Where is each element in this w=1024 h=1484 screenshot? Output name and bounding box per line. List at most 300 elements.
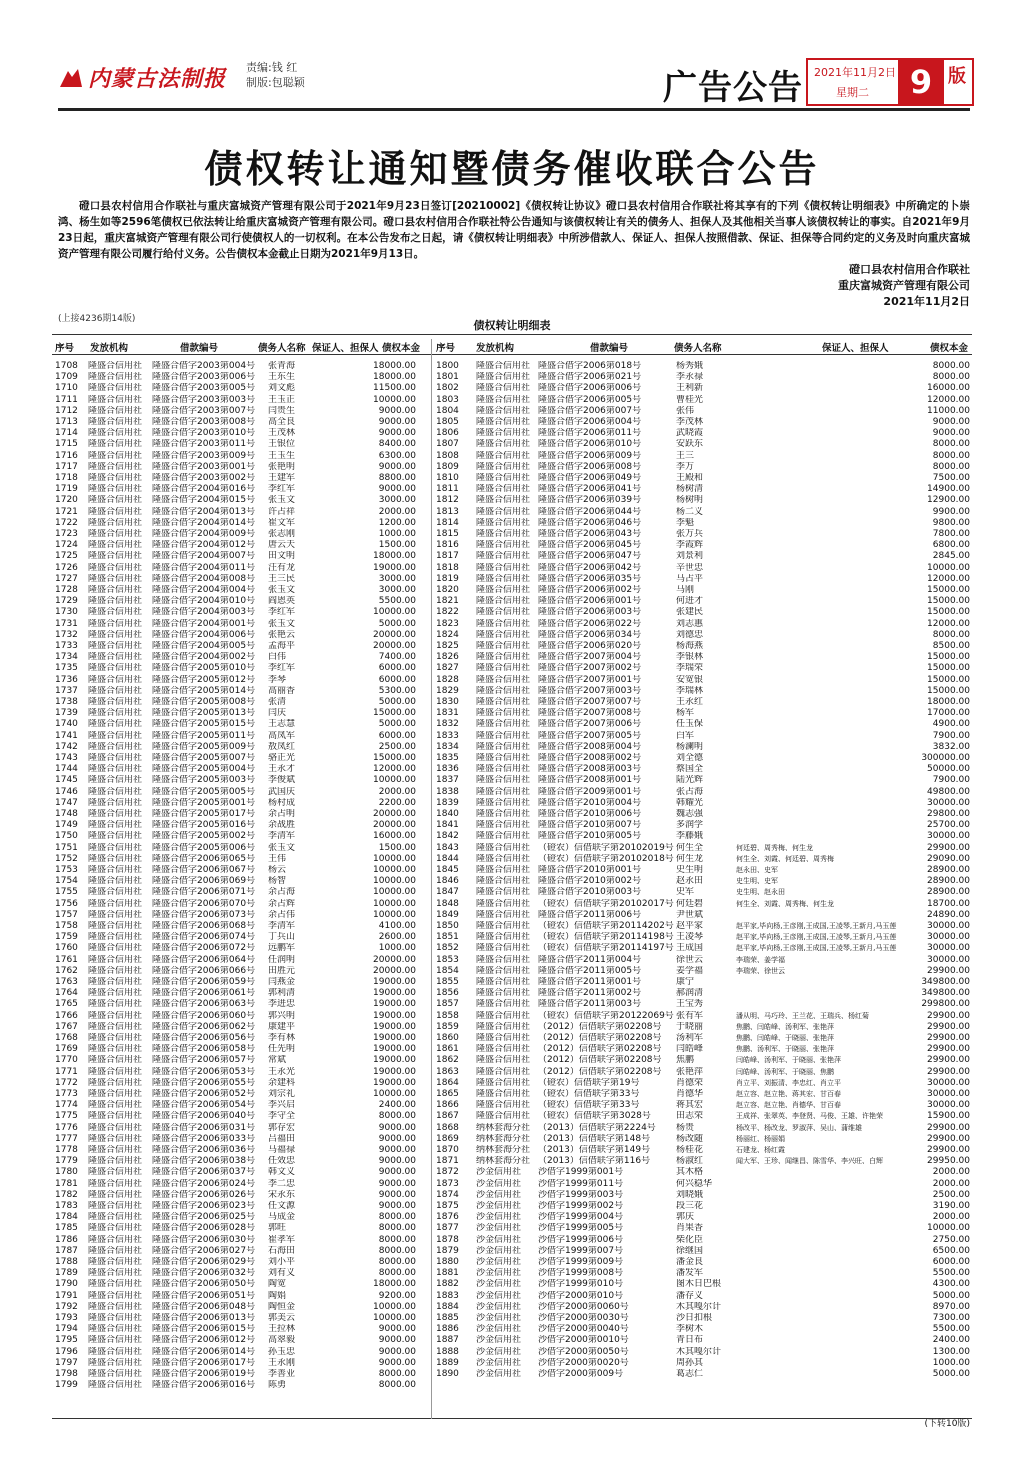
cell-seq: 1813 xyxy=(436,506,459,517)
cell-principal: 5000.00 xyxy=(932,1369,970,1379)
cell-org: 隆盛合信用社 xyxy=(476,977,531,987)
cell-seq: 1782 xyxy=(55,1189,78,1200)
cell-debtor: 王玉生 xyxy=(268,450,296,461)
cell-debtor: 马成金 xyxy=(268,1212,296,1223)
cell-org: 隆盛合信用社 xyxy=(88,842,143,853)
table-row xyxy=(0,361,1024,372)
paper-name: 内蒙古法制报 xyxy=(88,66,227,92)
cell-principal: 10000.00 xyxy=(373,898,416,909)
cell-loan-no: 隆盛合借字2006第016号 xyxy=(152,1380,256,1391)
cell-seq: 1836 xyxy=(436,764,459,775)
cell-principal: 29900.00 xyxy=(927,1010,970,1021)
cell-seq: 1721 xyxy=(55,506,78,517)
cell-debtor: 孟海平 xyxy=(268,641,296,651)
cell-principal: 15000.00 xyxy=(927,596,970,607)
table-row xyxy=(0,1380,1024,1391)
cell-loan-no: 隆盛合借字2006第049号 xyxy=(538,473,642,483)
cell-debtor: 李藤娥 xyxy=(676,831,704,842)
cell-debtor: 尹世斌 xyxy=(676,909,704,920)
cell-org: 隆盛合信用社 xyxy=(88,887,143,898)
cell-debtor: 王银位 xyxy=(268,439,296,450)
cell-guarantor: 赵平家,毕向杨,王彦刚,王成国,王凌琴,王新月,马玉莲 xyxy=(736,944,897,953)
cell-seq: 1789 xyxy=(55,1268,78,1279)
cell-principal: 30000.00 xyxy=(927,1077,970,1088)
cell-org: 隆盛合信用社 xyxy=(476,865,531,875)
cell-loan-no: 隆盛合借字2004第008号 xyxy=(152,573,256,584)
cell-principal: 30000.00 xyxy=(927,797,970,808)
cell-loan-no: 隆盛合借字2006第051号 xyxy=(152,1290,256,1301)
cell-debtor: 骆正光 xyxy=(268,753,296,763)
cell-org: 隆盛合信用社 xyxy=(88,730,143,741)
cell-debtor: 田志荣 xyxy=(676,1111,704,1122)
cell-debtor: 郭庆 xyxy=(676,1212,695,1223)
table-row xyxy=(0,697,1024,708)
cell-debtor: 白军 xyxy=(676,730,695,741)
cell-org: 隆盛合信用社 xyxy=(476,943,531,954)
table-row xyxy=(0,955,1024,966)
cell-loan-no: 隆盛合借字2006第018号 xyxy=(538,361,642,371)
cell-org: 隆盛合信用社 xyxy=(88,1066,143,1077)
cell-org: 隆盛合信用社 xyxy=(88,797,143,808)
cell-org: 沙金信用社 xyxy=(476,1178,522,1189)
cell-principal: 18000.00 xyxy=(927,697,970,707)
cell-seq: 1751 xyxy=(55,842,78,853)
cell-loan-no: 隆盛合借字2006第023号 xyxy=(152,1201,256,1211)
cell-principal: 9000.00 xyxy=(378,461,416,472)
cell-loan-no: 隆盛合借字2011第006号 xyxy=(538,909,642,920)
cell-loan-no: 隆盛合借字2004第002号 xyxy=(152,652,256,663)
table-row xyxy=(0,1089,1024,1100)
cell-loan-no: （2012）信借联字第02208号 xyxy=(538,1021,662,1032)
cell-org: 隆盛合信用社 xyxy=(88,394,143,405)
cell-principal: 9000.00 xyxy=(378,484,416,495)
cell-seq: 1786 xyxy=(55,1234,78,1245)
cell-loan-no: 隆盛合借字2006第022号 xyxy=(538,618,642,629)
cell-seq: 1741 xyxy=(55,730,78,741)
cell-debtor: 杨二义 xyxy=(676,506,704,517)
cell-debtor: 李万 xyxy=(676,461,695,472)
cell-debtor: 潘存义 xyxy=(676,1290,704,1301)
cell-loan-no: 隆盛合借字2006第034号 xyxy=(538,629,642,640)
cell-debtor: 李善业 xyxy=(268,1369,296,1379)
cell-debtor: 王伟 xyxy=(268,853,287,864)
cell-debtor: 张玉文 xyxy=(268,495,296,506)
cell-debtor: 许占祥 xyxy=(268,506,296,517)
cell-loan-no: 沙借字2000第0040号 xyxy=(538,1324,629,1335)
cell-loan-no: 隆盛合借字2007第003号 xyxy=(538,685,642,696)
cell-seq: 1810 xyxy=(436,473,459,483)
cell-seq: 1817 xyxy=(436,551,459,562)
cell-org: 隆盛合信用社 xyxy=(476,887,531,898)
cell-org: 隆盛合信用社 xyxy=(88,943,143,954)
cell-debtor: 沙日扣根 xyxy=(676,1313,713,1323)
cell-org: 隆盛合信用社 xyxy=(88,921,143,931)
cell-guarantor: 潘从明、马巧玲、王兰花、王瑞兵、杨红菊 xyxy=(736,1011,869,1020)
cell-loan-no: 隆盛合借字2006第029号 xyxy=(152,1257,256,1267)
cell-org: 隆盛合信用社 xyxy=(88,1111,143,1122)
cell-principal: 10000.00 xyxy=(373,887,416,898)
cell-principal: 29900.00 xyxy=(927,1145,970,1155)
cell-loan-no: 隆盛合借字2006第011号 xyxy=(538,428,642,439)
cell-org: 隆盛合信用社 xyxy=(476,954,531,965)
cell-debtor: 敖凤红 xyxy=(268,741,296,752)
cell-loan-no: （2012）信借联字第02208号 xyxy=(538,1033,662,1043)
cell-debtor: 段三花 xyxy=(676,1201,704,1211)
cell-debtor: 常斌 xyxy=(268,1055,287,1066)
cell-principal: 29950.00 xyxy=(927,1156,970,1167)
table-top-rule xyxy=(52,334,972,335)
cell-debtor: 赵永田 xyxy=(676,876,704,887)
cell-principal: 5500.00 xyxy=(932,1268,970,1279)
cell-principal: 1300.00 xyxy=(932,1346,970,1357)
table-row xyxy=(0,876,1024,887)
cell-loan-no: 隆盛合借字2006第025号 xyxy=(152,1212,256,1223)
table-row xyxy=(0,731,1024,742)
cell-principal: 2600.00 xyxy=(378,932,416,943)
cell-seq: 1818 xyxy=(436,562,459,573)
cell-seq: 1888 xyxy=(436,1346,459,1357)
cell-loan-no: 隆盛合借字2007第002号 xyxy=(538,663,642,674)
cell-guarantor: 李瑞荣、姜学福 xyxy=(736,955,785,964)
cell-loan-no: 隆盛合借字2005第014号 xyxy=(152,685,256,696)
cell-org: 隆盛合信用社 xyxy=(88,685,143,696)
cell-seq: 1831 xyxy=(436,708,459,719)
cell-seq: 1737 xyxy=(55,685,78,696)
cell-debtor: 马占平 xyxy=(676,573,704,584)
cell-org: 隆盛合信用社 xyxy=(476,495,531,506)
cell-guarantor: 焦鹏、汤利军、于晓丽、张艳萍 xyxy=(736,1045,834,1054)
cell-seq: 1761 xyxy=(55,954,78,965)
cell-debtor: 安跃东 xyxy=(676,439,704,450)
cell-org: 隆盛合信用社 xyxy=(88,1077,143,1088)
cell-debtor: 郭旺 xyxy=(268,1223,287,1234)
cell-debtor: 多润学 xyxy=(676,820,704,831)
cell-org: 隆盛合信用社 xyxy=(88,809,143,819)
cell-seq: 1781 xyxy=(55,1178,78,1189)
cell-org: 隆盛合信用社 xyxy=(88,428,143,439)
cell-principal: 1200.00 xyxy=(378,517,416,528)
table-row xyxy=(0,1223,1024,1234)
cell-debtor: 于晓丽 xyxy=(676,1021,704,1032)
table-row xyxy=(0,899,1024,910)
cell-debtor: 王利新 xyxy=(676,383,704,394)
cell-loan-no: 隆盛合借字2003第002号 xyxy=(152,473,256,483)
cell-principal: 9000.00 xyxy=(932,417,970,427)
cell-loan-no: 隆盛合借字2006第017号 xyxy=(152,1357,256,1368)
cell-loan-no: 隆盛合借字2007第006号 xyxy=(538,719,642,730)
cell-principal: 7900.00 xyxy=(932,730,970,741)
cell-org: 沙金信用社 xyxy=(476,1290,522,1301)
cell-seq: 1842 xyxy=(436,831,459,842)
cell-principal: 2000.00 xyxy=(932,1178,970,1189)
cell-seq: 1718 xyxy=(55,473,78,483)
cell-seq: 1869 xyxy=(436,1133,459,1144)
cell-principal: 10000.00 xyxy=(373,865,416,875)
cell-loan-no: 隆盛合借字2004第005号 xyxy=(152,641,256,651)
cell-guarantor: 赵立容、赵立艳、肖德华、甘百春 xyxy=(736,1101,841,1110)
cell-loan-no: 隆盛合借字2006第065号 xyxy=(152,853,256,864)
cell-debtor: 李有林 xyxy=(268,1033,296,1043)
table-row xyxy=(0,719,1024,730)
cell-guarantor: 赵立容、赵立艳、蒋其宏、甘百春 xyxy=(736,1090,841,1098)
cell-guarantor: 李瑞荣、徐世云 xyxy=(736,966,785,975)
cell-seq: 1890 xyxy=(436,1369,459,1379)
cell-principal: 28900.00 xyxy=(927,876,970,887)
cell-loan-no: 隆盛合借字2005第013号 xyxy=(152,708,256,719)
cell-seq: 1870 xyxy=(436,1145,459,1155)
table-row xyxy=(0,831,1024,842)
newspaper-logo xyxy=(58,62,226,93)
cell-org: 隆盛合信用社 xyxy=(476,842,531,853)
cell-seq: 1876 xyxy=(436,1212,459,1223)
cell-loan-no: 隆盛合借字2003第003号 xyxy=(152,394,256,405)
cell-org: 沙金信用社 xyxy=(476,1313,522,1323)
cell-seq: 1776 xyxy=(55,1122,78,1133)
cell-principal: 6000.00 xyxy=(378,674,416,685)
table-row xyxy=(0,540,1024,551)
cell-debtor: 李红军 xyxy=(268,663,296,674)
cell-loan-no: 隆盛合借字2004第004号 xyxy=(152,585,256,595)
cell-principal: 2000.00 xyxy=(932,1212,970,1223)
cell-seq: 1717 xyxy=(55,461,78,472)
cell-org: 隆盛合信用社 xyxy=(476,1100,531,1111)
cell-seq: 1775 xyxy=(55,1111,78,1122)
cell-loan-no: 隆盛合借字2006第037号 xyxy=(152,1167,256,1178)
cell-guarantor: 肖立平、刘振清、李忠红、肖立平 xyxy=(736,1078,841,1087)
cell-principal: 1000.00 xyxy=(378,529,416,539)
cell-principal: 15000.00 xyxy=(927,652,970,663)
cell-loan-no: 隆盛合借字2006第061号 xyxy=(152,988,256,999)
table-row xyxy=(0,988,1024,999)
cell-org: 隆盛合信用社 xyxy=(88,1357,143,1368)
cell-debtor: 刘小平 xyxy=(268,1257,296,1267)
cell-loan-no: 隆盛合借字2004第009号 xyxy=(152,529,256,539)
cell-org: 隆盛合信用社 xyxy=(476,753,531,763)
cell-org: 隆盛合信用社 xyxy=(476,1033,531,1043)
cell-seq: 1886 xyxy=(436,1324,459,1335)
cell-debtor: 陈勇 xyxy=(268,1380,287,1391)
cell-org: 隆盛合信用社 xyxy=(88,1257,143,1267)
cell-org: 隆盛合信用社 xyxy=(88,1313,143,1323)
cell-org: 隆盛合信用社 xyxy=(88,562,143,573)
cell-seq: 1883 xyxy=(436,1290,459,1301)
cell-org: 隆盛合信用社 xyxy=(476,831,531,842)
cell-loan-no: 隆盛合借字2008第004号 xyxy=(538,741,642,752)
cell-seq: 1805 xyxy=(436,417,459,427)
col-header-principal-r: 债权本金 xyxy=(930,343,969,354)
cell-debtor: 赵平家 xyxy=(676,921,704,931)
cell-debtor: 陶恒金 xyxy=(268,1301,296,1312)
cell-principal: 8000.00 xyxy=(932,372,970,383)
cell-principal: 16000.00 xyxy=(373,831,416,842)
table-row xyxy=(0,887,1024,898)
cell-org: 隆盛合信用社 xyxy=(88,876,143,887)
cell-seq: 1819 xyxy=(436,573,459,584)
cell-loan-no: 隆盛合借字2006第026号 xyxy=(152,1189,256,1200)
cell-seq: 1880 xyxy=(436,1257,459,1267)
cell-seq: 1816 xyxy=(436,540,459,551)
cell-debtor: 李清军 xyxy=(268,831,296,842)
issue-date: 2021年11月2日 xyxy=(814,66,896,79)
cell-loan-no: 沙借字1999第003号 xyxy=(538,1189,624,1200)
cell-debtor: 杨树明 xyxy=(676,495,704,506)
cell-principal: 2500.00 xyxy=(932,1189,970,1200)
cell-principal: 9000.00 xyxy=(378,428,416,439)
cell-debtor: 王永光 xyxy=(268,1066,296,1077)
cell-debtor: 李瑞林 xyxy=(676,685,704,696)
cell-loan-no: 隆盛合借字2006第015号 xyxy=(152,1324,256,1335)
signature-block xyxy=(838,262,970,310)
cell-org: 隆盛合信用社 xyxy=(476,820,531,831)
cell-debtor: 王永才 xyxy=(268,764,296,775)
cell-principal: 18000.00 xyxy=(373,1279,416,1290)
cell-loan-no: 沙借字1999第006号 xyxy=(538,1234,624,1245)
intro-paragraph: 磴口县农村信用合作联社与重庆富城资产管理有限公司于2021年9月23日签订[20210002]《债权转让协议》磴口县农村信用合作联社将其享有的下列《债权转让明细表》中所确定的卜崇鸿、杨生如等2596笔债权已依法转让给重庆富城资产管理有限公司。磴口县农村信用合作联社特公告通知与该债权转让有关的债务人、担保人及其他相关当事人该债权转让的事实。自2021年9月23日起，重庆富城资产管理有限公司行使债权人的一切权利。在本公告发布之日起，请《债权转让明细表》中所涉借款人、保证人、担保人按照借款、保证、担保等合同约定的义务及时向重庆富城资产管理有限公司履行给付义务。公告债权本金截止日期为2021年9月13日。 xyxy=(58,200,970,260)
cell-org: 隆盛合信用社 xyxy=(476,876,531,887)
cell-org: 隆盛合信用社 xyxy=(88,853,143,864)
cell-seq: 1853 xyxy=(436,954,459,965)
cell-debtor: 郭存宏 xyxy=(268,1122,296,1133)
cell-org: 隆盛合信用社 xyxy=(476,708,531,719)
cell-guarantor: 石建龙、杨红霞 xyxy=(736,1146,785,1154)
cell-loan-no: 隆盛合借字2011第005号 xyxy=(538,965,642,976)
table-row xyxy=(0,1335,1024,1346)
cell-seq: 1733 xyxy=(55,641,78,651)
cell-debtor: 张清 xyxy=(268,697,287,707)
cell-seq: 1796 xyxy=(55,1346,78,1357)
cell-seq: 1760 xyxy=(55,943,78,954)
cell-seq: 1839 xyxy=(436,797,459,808)
cell-org: 隆盛合信用社 xyxy=(476,809,531,819)
table-row xyxy=(0,1022,1024,1033)
cell-loan-no: 隆盛合借字2007第008号 xyxy=(538,708,642,719)
cell-principal: 15000.00 xyxy=(927,663,970,674)
cell-seq: 1715 xyxy=(55,439,78,450)
cell-seq: 1828 xyxy=(436,674,459,685)
table-row xyxy=(0,921,1024,932)
cell-principal: 20000.00 xyxy=(373,641,416,651)
cell-principal: 3190.00 xyxy=(932,1201,970,1211)
cell-principal: 5000.00 xyxy=(378,618,416,629)
cell-seq: 1716 xyxy=(55,450,78,461)
table-row xyxy=(0,1111,1024,1122)
cell-seq: 1814 xyxy=(436,517,459,528)
cell-loan-no: 隆盛合借字2004第007号 xyxy=(152,551,256,562)
logo-emblem-icon xyxy=(58,67,84,89)
cell-loan-no: （磴农）信借联字第20102018号 xyxy=(538,853,674,864)
cell-principal: 20000.00 xyxy=(373,629,416,640)
cell-principal: 5000.00 xyxy=(378,697,416,707)
cell-debtor: 王凌琴 xyxy=(676,932,704,943)
cell-org: 隆盛合信用社 xyxy=(88,1156,143,1167)
cell-seq: 1826 xyxy=(436,652,459,663)
cell-org: 隆盛合信用社 xyxy=(476,764,531,775)
table-row xyxy=(0,932,1024,943)
cell-loan-no: 隆盛合借字2005第017号 xyxy=(152,809,256,819)
table-row xyxy=(0,1279,1024,1290)
table-row xyxy=(0,675,1024,686)
cell-debtor: 杨桂花 xyxy=(676,1145,704,1155)
cell-org: 隆盛合信用社 xyxy=(88,663,143,674)
cell-org: 隆盛合信用社 xyxy=(88,652,143,663)
cell-principal: 7400.00 xyxy=(378,652,416,663)
cell-principal: 18000.00 xyxy=(373,372,416,383)
cell-org: 隆盛合信用社 xyxy=(88,372,143,383)
cell-loan-no: 隆盛合借字2006第054号 xyxy=(152,1100,256,1111)
cell-org: 纳林套海分社 xyxy=(476,1156,531,1167)
cell-seq: 1749 xyxy=(55,820,78,831)
cell-seq: 1851 xyxy=(436,932,459,943)
cell-org: 隆盛合信用社 xyxy=(88,1268,143,1279)
table-row xyxy=(0,417,1024,428)
cell-org: 隆盛合信用社 xyxy=(88,820,143,831)
cell-org: 隆盛合信用社 xyxy=(476,428,531,439)
cell-seq: 1822 xyxy=(436,607,459,618)
cell-debtor: 宋永东 xyxy=(268,1189,296,1200)
cell-principal: 29900.00 xyxy=(927,1033,970,1043)
cell-principal: 6000.00 xyxy=(932,1257,970,1267)
continued-from-note: (上接4236期14版) xyxy=(58,314,136,324)
cell-seq: 1860 xyxy=(436,1033,459,1043)
cell-seq: 1879 xyxy=(436,1245,459,1256)
cell-seq: 1852 xyxy=(436,943,459,954)
cell-loan-no: 隆盛合借字2004第001号 xyxy=(152,618,256,629)
cell-loan-no: 隆盛合借字2006第028号 xyxy=(152,1223,256,1234)
col-header-org: 发放机构 xyxy=(90,343,129,354)
cell-guarantor: 何生全、刘霞、周秀梅、何生龙 xyxy=(736,899,834,908)
cell-debtor: 余占海 xyxy=(268,887,296,898)
cell-loan-no: 沙借字1999第007号 xyxy=(538,1245,624,1256)
cell-loan-no: 隆盛合借字2006第007号 xyxy=(538,405,642,416)
cell-principal: 20000.00 xyxy=(373,820,416,831)
date-box xyxy=(806,58,974,106)
cell-seq: 1843 xyxy=(436,842,459,853)
cell-org: 沙金信用社 xyxy=(476,1257,522,1267)
cell-org: 隆盛合信用社 xyxy=(476,596,531,607)
cell-principal: 25700.00 xyxy=(927,820,970,831)
cell-seq: 1738 xyxy=(55,697,78,707)
cell-principal: 9000.00 xyxy=(378,1324,416,1335)
cell-org: 隆盛合信用社 xyxy=(88,909,143,920)
cell-debtor: 高翠毅 xyxy=(268,1335,296,1346)
cell-principal: 9000.00 xyxy=(378,1346,416,1357)
cell-principal: 9200.00 xyxy=(378,1290,416,1301)
cell-seq: 1757 xyxy=(55,909,78,920)
cell-org: 隆盛合信用社 xyxy=(476,1066,531,1077)
cell-loan-no: 隆盛合借字2006第013号 xyxy=(152,1313,256,1323)
cell-org: 隆盛合信用社 xyxy=(88,450,143,461)
table-row xyxy=(0,1347,1024,1358)
cell-seq: 1774 xyxy=(55,1100,78,1111)
cell-guarantor: 焦鹏、闫皓峰、于晓丽、张艳萍 xyxy=(736,1034,834,1042)
cell-loan-no: （磴农）信借联字第33号 xyxy=(538,1089,640,1099)
cell-debtor: 李红军 xyxy=(268,607,296,618)
cell-org: 沙金信用社 xyxy=(476,1279,522,1290)
cell-principal: 9000.00 xyxy=(378,1145,416,1155)
cell-org: 隆盛合信用社 xyxy=(88,1178,143,1189)
cell-org: 隆盛合信用社 xyxy=(476,641,531,651)
cell-debtor: 木其嘎尔计 xyxy=(676,1301,722,1312)
cell-principal: 19000.00 xyxy=(373,1010,416,1021)
table-row xyxy=(0,383,1024,394)
cell-loan-no: 隆盛合借字2004第006号 xyxy=(152,629,256,640)
cell-principal: 8000.00 xyxy=(932,439,970,450)
cell-debtor: 王玉正 xyxy=(268,394,296,405)
cell-loan-no: 隆盛合借字2011第004号 xyxy=(538,954,642,965)
cell-seq: 1849 xyxy=(436,909,459,920)
table-row xyxy=(0,764,1024,775)
table-row xyxy=(0,1257,1024,1268)
